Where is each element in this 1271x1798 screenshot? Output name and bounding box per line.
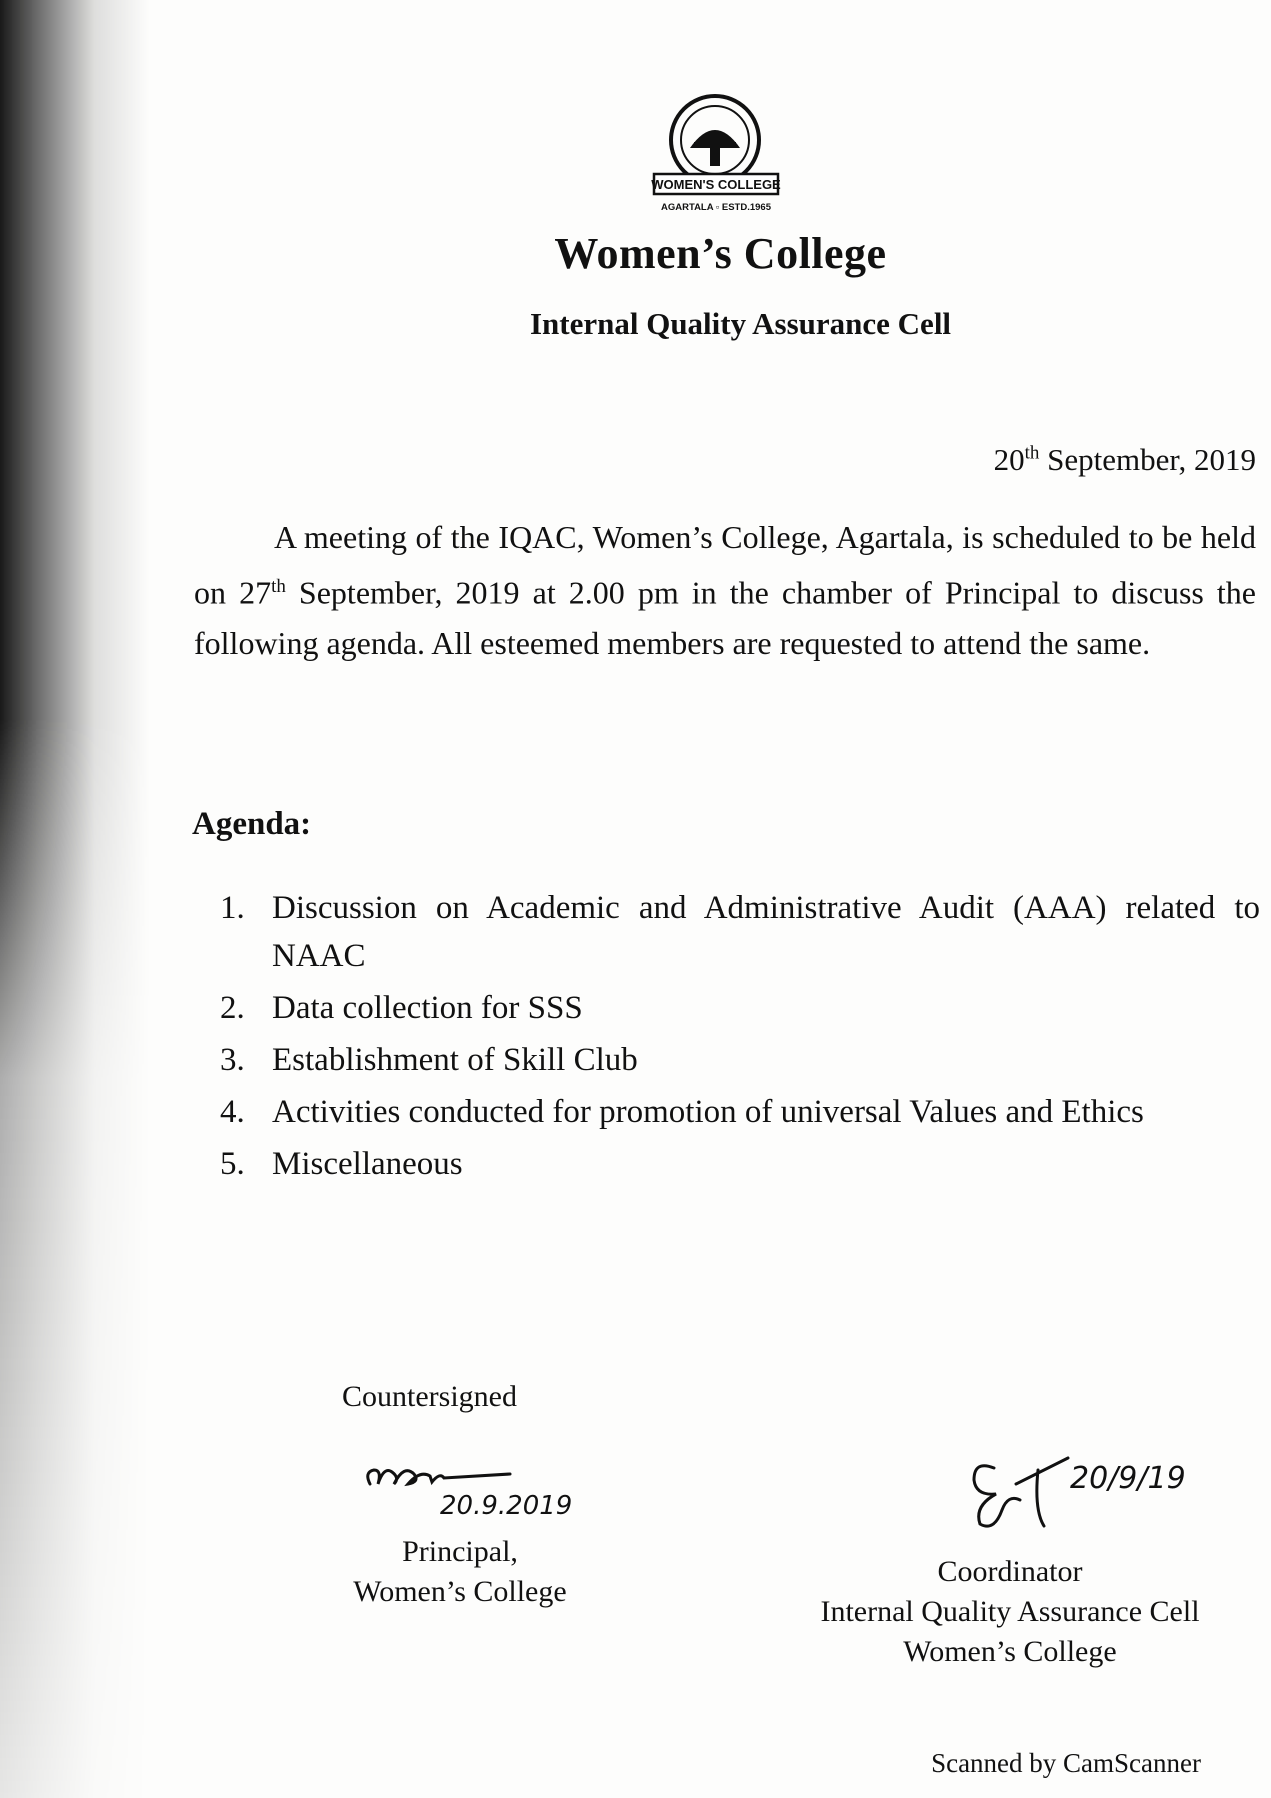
body-sup: th (271, 576, 286, 597)
emblem-subtext: AGARTALA ▫ ESTD.1965 (661, 202, 771, 213)
agenda-item-number: 4. (220, 1094, 245, 1130)
coordinator-org: Women’s College (903, 1635, 1117, 1668)
agenda-item-text: Miscellaneous (272, 1146, 463, 1182)
agenda-item-text: Activities conducted for promotion of universal Values and Ethics (272, 1094, 1144, 1130)
notice-date (994, 442, 1256, 478)
date-day: 20 (993, 442, 1025, 477)
coordinator-block (780, 1552, 1240, 1672)
body-part-1: A meeting of the IQAC, Women’s College, Agartala, is scheduled to be held on 27 (194, 519, 1256, 611)
agenda-item-number: 2. (220, 990, 245, 1026)
agenda-list (220, 884, 1260, 1192)
agenda-item-text: Data collection for SSS (272, 990, 583, 1026)
coordinator-signature (960, 1440, 1220, 1540)
principal-signature (360, 1452, 640, 1532)
scanner-footer: Scanned by CamScanner (931, 1748, 1201, 1778)
coordinator-title: Coordinator (937, 1555, 1083, 1588)
agenda-item-number: 1. (220, 890, 245, 926)
agenda-item-number: 5. (220, 1146, 245, 1182)
agenda-item (220, 984, 1260, 1032)
agenda-item-text: Establishment of Skill Club (272, 1042, 638, 1078)
college-name: Women’s College (554, 229, 887, 278)
principal-block (290, 1532, 630, 1612)
agenda-item (220, 1088, 1260, 1136)
agenda-item (220, 1036, 1260, 1084)
principal-signature-date: 20.9.2019 (440, 1491, 573, 1521)
date-rest: September, 2019 (1039, 442, 1256, 477)
agenda-item (220, 1140, 1260, 1188)
emblem-banner-text: WOMEN'S COLLEGE (651, 177, 781, 192)
cell-name: Internal Quality Assurance Cell (529, 306, 952, 341)
college-emblem (640, 92, 800, 224)
principal-org: Women’s College (353, 1575, 567, 1608)
agenda-item (220, 884, 1260, 980)
date-suffix: th (1024, 442, 1040, 464)
countersigned-label: Countersigned (342, 1380, 517, 1413)
coordinator-cell: Internal Quality Assurance Cell (820, 1595, 1200, 1628)
agenda-item-number: 3. (220, 1042, 245, 1078)
notice-body (194, 512, 1256, 668)
agenda-heading: Agenda: (192, 806, 312, 842)
coordinator-signature-date: 20/9/19 (1070, 1461, 1186, 1496)
body-part-2: September, 2019 at 2.00 pm in the chamber of Principal to discuss the following agenda. All esteemed members are requested to attend the same. (194, 574, 1257, 661)
agenda-item-text: Discussion on Academic and Administrative Audit (AAA) related to NAAC (272, 890, 1260, 974)
principal-title: Principal, (402, 1535, 518, 1568)
